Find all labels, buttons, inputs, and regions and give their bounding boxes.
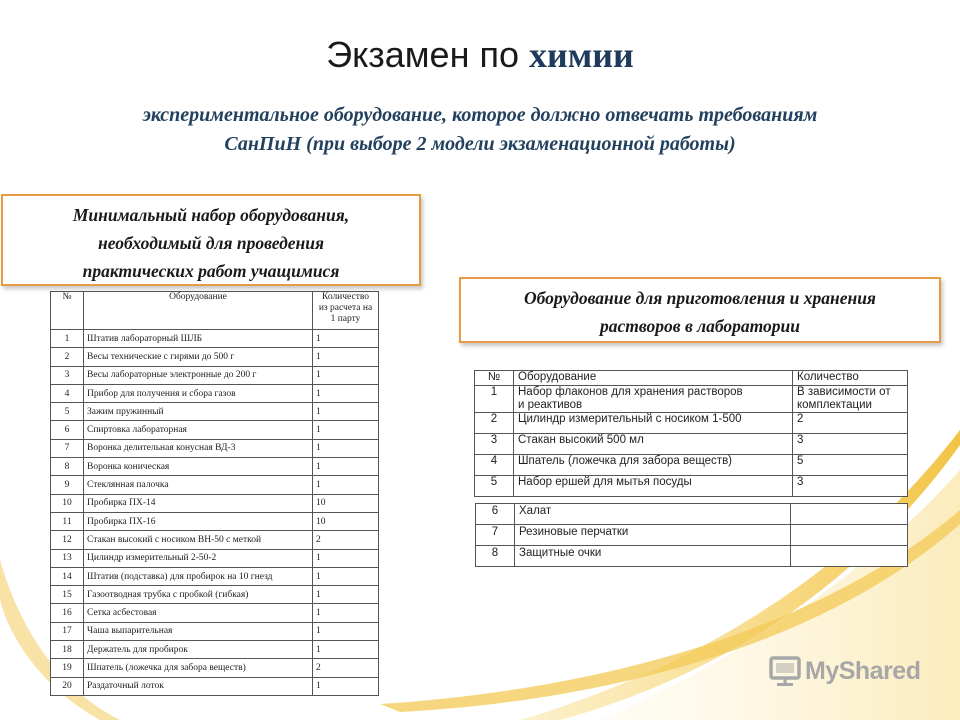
table-row (475, 476, 908, 497)
cell-item: Стакан высокий с носиком ВН-50 с меткой (84, 531, 313, 549)
cell-qty: 1 (313, 384, 379, 402)
cell-num: 6 (51, 421, 84, 439)
cell-item-line: Стакан высокий 500 мл (518, 434, 644, 446)
table-header-row (51, 292, 379, 330)
cell-num: 1 (51, 330, 84, 348)
cell-qty (793, 413, 908, 434)
cell-item: Штатив (подставка) для пробирок на 10 гнезд (84, 567, 313, 585)
minimal-equipment-table (50, 291, 379, 696)
callout-line: Минимальный набор оборудования, (72, 205, 350, 225)
title-highlight: химии (528, 35, 634, 75)
cell-item: Воронка делительная конусная ВД-3 (84, 439, 313, 457)
table-row (51, 476, 379, 494)
cell-item-line: Набор флаконов для хранения растворов (518, 386, 743, 398)
cell-num: 6 (476, 504, 515, 525)
subtitle-line: СанПиН (при выборе 2 модели экзаменационной работы) (224, 133, 736, 155)
presentation-board-icon (768, 655, 802, 687)
callout-line: практических работ учащимися (82, 261, 340, 281)
table-row (476, 546, 908, 567)
cell-item: Прибор для получения и сбора газов (84, 384, 313, 402)
table-row (51, 348, 379, 366)
cell-qty: 1 (313, 476, 379, 494)
header-qty-line: Количество (321, 292, 370, 302)
header-num: № (51, 292, 84, 330)
cell-qty: 1 (313, 677, 379, 695)
cell-num: 19 (51, 659, 84, 677)
table-row (475, 386, 908, 413)
cell-item (514, 476, 793, 497)
cell-qty: 1 (313, 439, 379, 457)
protective-equipment-table (475, 503, 908, 567)
cell-num: 11 (51, 512, 84, 530)
cell-item-line: Набор ершей для мытья посуды (518, 476, 692, 488)
header-qty (313, 292, 379, 330)
table-row (476, 504, 908, 525)
cell-item: Держатель для пробирок (84, 641, 313, 659)
cell-num: 8 (476, 546, 515, 567)
cell-qty: 1 (313, 348, 379, 366)
cell-qty-line: 3 (797, 476, 804, 488)
cell-qty: 10 (313, 512, 379, 530)
table-row (51, 384, 379, 402)
cell-qty: 1 (313, 549, 379, 567)
table-row (51, 494, 379, 512)
header-qty-line: из расчета на (318, 303, 373, 313)
callout-line: необходимый для проведения (97, 233, 324, 253)
cell-num: 12 (51, 531, 84, 549)
cell-item: Спиртовка лабораторная (84, 421, 313, 439)
cell-qty-line: 3 (797, 434, 804, 446)
cell-qty: 1 (313, 604, 379, 622)
cell-qty (793, 476, 908, 497)
cell-qty (793, 434, 908, 455)
cell-blank (791, 546, 908, 567)
cell-item: Весы лабораторные электронные до 200 г (84, 366, 313, 384)
cell-item: Воронка коническая (84, 458, 313, 476)
callout-line: растворов в лаборатории (600, 316, 800, 336)
cell-qty: 1 (313, 586, 379, 604)
cell-item: Резиновые перчатки (515, 525, 791, 546)
cell-item (514, 413, 793, 434)
slide-title (0, 34, 960, 76)
cell-item: Пробирка ПХ-16 (84, 512, 313, 530)
cell-qty: 1 (313, 421, 379, 439)
table-row (51, 421, 379, 439)
cell-num: 2 (475, 413, 514, 434)
cell-item: Раздаточный лоток (84, 677, 313, 695)
cell-item (514, 386, 793, 413)
cell-item: Штатив лабораторный ШЛБ (84, 330, 313, 348)
cell-blank (791, 525, 908, 546)
cell-qty-line: комплектации (797, 399, 872, 411)
cell-num: 2 (51, 348, 84, 366)
cell-num: 9 (51, 476, 84, 494)
logo-text: MyShared (805, 656, 921, 685)
cell-num: 14 (51, 567, 84, 585)
table-row (51, 677, 379, 695)
cell-item-line: и реактивов (518, 399, 583, 411)
cell-qty: 2 (313, 531, 379, 549)
cell-item: Цилиндр измерительный 2-50-2 (84, 549, 313, 567)
minimal-equipment-callout (1, 194, 421, 286)
cell-num: 5 (51, 403, 84, 421)
cell-qty: 1 (313, 641, 379, 659)
cell-num: 7 (476, 525, 515, 546)
cell-qty (793, 386, 908, 413)
table-row (51, 512, 379, 530)
cell-num: 15 (51, 586, 84, 604)
table-row (51, 549, 379, 567)
subtitle-line: экспериментальное оборудование, которое должно отвечать требованиям (142, 104, 818, 126)
table-row (51, 366, 379, 384)
cell-blank (791, 504, 908, 525)
table-row (476, 525, 908, 546)
table-row (475, 434, 908, 455)
table-row (51, 531, 379, 549)
table-row (51, 604, 379, 622)
cell-num: 17 (51, 622, 84, 640)
cell-qty: 2 (313, 659, 379, 677)
cell-qty: 1 (313, 567, 379, 585)
header-item: Оборудование (514, 371, 793, 386)
cell-num: 13 (51, 549, 84, 567)
table-row (51, 330, 379, 348)
cell-item: Зажим пружинный (84, 403, 313, 421)
cell-item: Сетка асбестовая (84, 604, 313, 622)
solutions-equipment-table (474, 370, 908, 497)
cell-item: Защитные очки (515, 546, 791, 567)
myshared-logo (768, 655, 920, 687)
slide-subtitle (40, 101, 920, 159)
cell-item (514, 434, 793, 455)
table-row (51, 659, 379, 677)
table-row (51, 586, 379, 604)
cell-item: Шпатель (ложечка для забора веществ) (84, 659, 313, 677)
cell-qty-line: В зависимости от (797, 386, 891, 398)
cell-num: 16 (51, 604, 84, 622)
cell-num: 10 (51, 494, 84, 512)
table-row (51, 439, 379, 457)
cell-num: 3 (51, 366, 84, 384)
cell-qty: 10 (313, 494, 379, 512)
cell-qty: 1 (313, 622, 379, 640)
cell-num: 18 (51, 641, 84, 659)
table-row (475, 413, 908, 434)
cell-item-line: Цилиндр измерительный с носиком 1-500 (518, 413, 742, 425)
cell-qty: 1 (313, 403, 379, 421)
title-prefix: Экзамен по (326, 34, 529, 75)
table-row (51, 622, 379, 640)
cell-qty-line: 5 (797, 455, 804, 467)
cell-num: 7 (51, 439, 84, 457)
cell-num: 1 (475, 386, 514, 413)
cell-qty: 1 (313, 366, 379, 384)
header-num: № (475, 371, 514, 386)
cell-num: 3 (475, 434, 514, 455)
header-qty: Количество (793, 371, 908, 386)
cell-qty: 1 (313, 458, 379, 476)
cell-item: Газоотводная трубка с пробкой (гибкая) (84, 586, 313, 604)
table-row (51, 403, 379, 421)
table-row (51, 458, 379, 476)
cell-qty-line: 2 (797, 413, 804, 425)
table-header-row (475, 371, 908, 386)
table-row (51, 641, 379, 659)
cell-qty (793, 455, 908, 476)
cell-item: Чаша выпарительная (84, 622, 313, 640)
cell-num: 5 (475, 476, 514, 497)
cell-num: 4 (475, 455, 514, 476)
cell-num: 8 (51, 458, 84, 476)
header-item: Оборудование (84, 292, 313, 330)
cell-item (514, 455, 793, 476)
cell-item: Весы технические с гирями до 500 г (84, 348, 313, 366)
cell-num: 4 (51, 384, 84, 402)
table-row (475, 455, 908, 476)
callout-line: Оборудование для приготовления и хранения (524, 288, 876, 308)
cell-item: Пробирка ПХ-14 (84, 494, 313, 512)
solutions-equipment-callout (459, 277, 941, 343)
cell-qty: 1 (313, 330, 379, 348)
cell-num: 20 (51, 677, 84, 695)
cell-item: Халат (515, 504, 791, 525)
header-qty-line: 1 парту (330, 314, 361, 324)
table-row (51, 567, 379, 585)
cell-item-line: Шпатель (ложечка для забора веществ) (518, 455, 733, 467)
cell-item: Стеклянная палочка (84, 476, 313, 494)
